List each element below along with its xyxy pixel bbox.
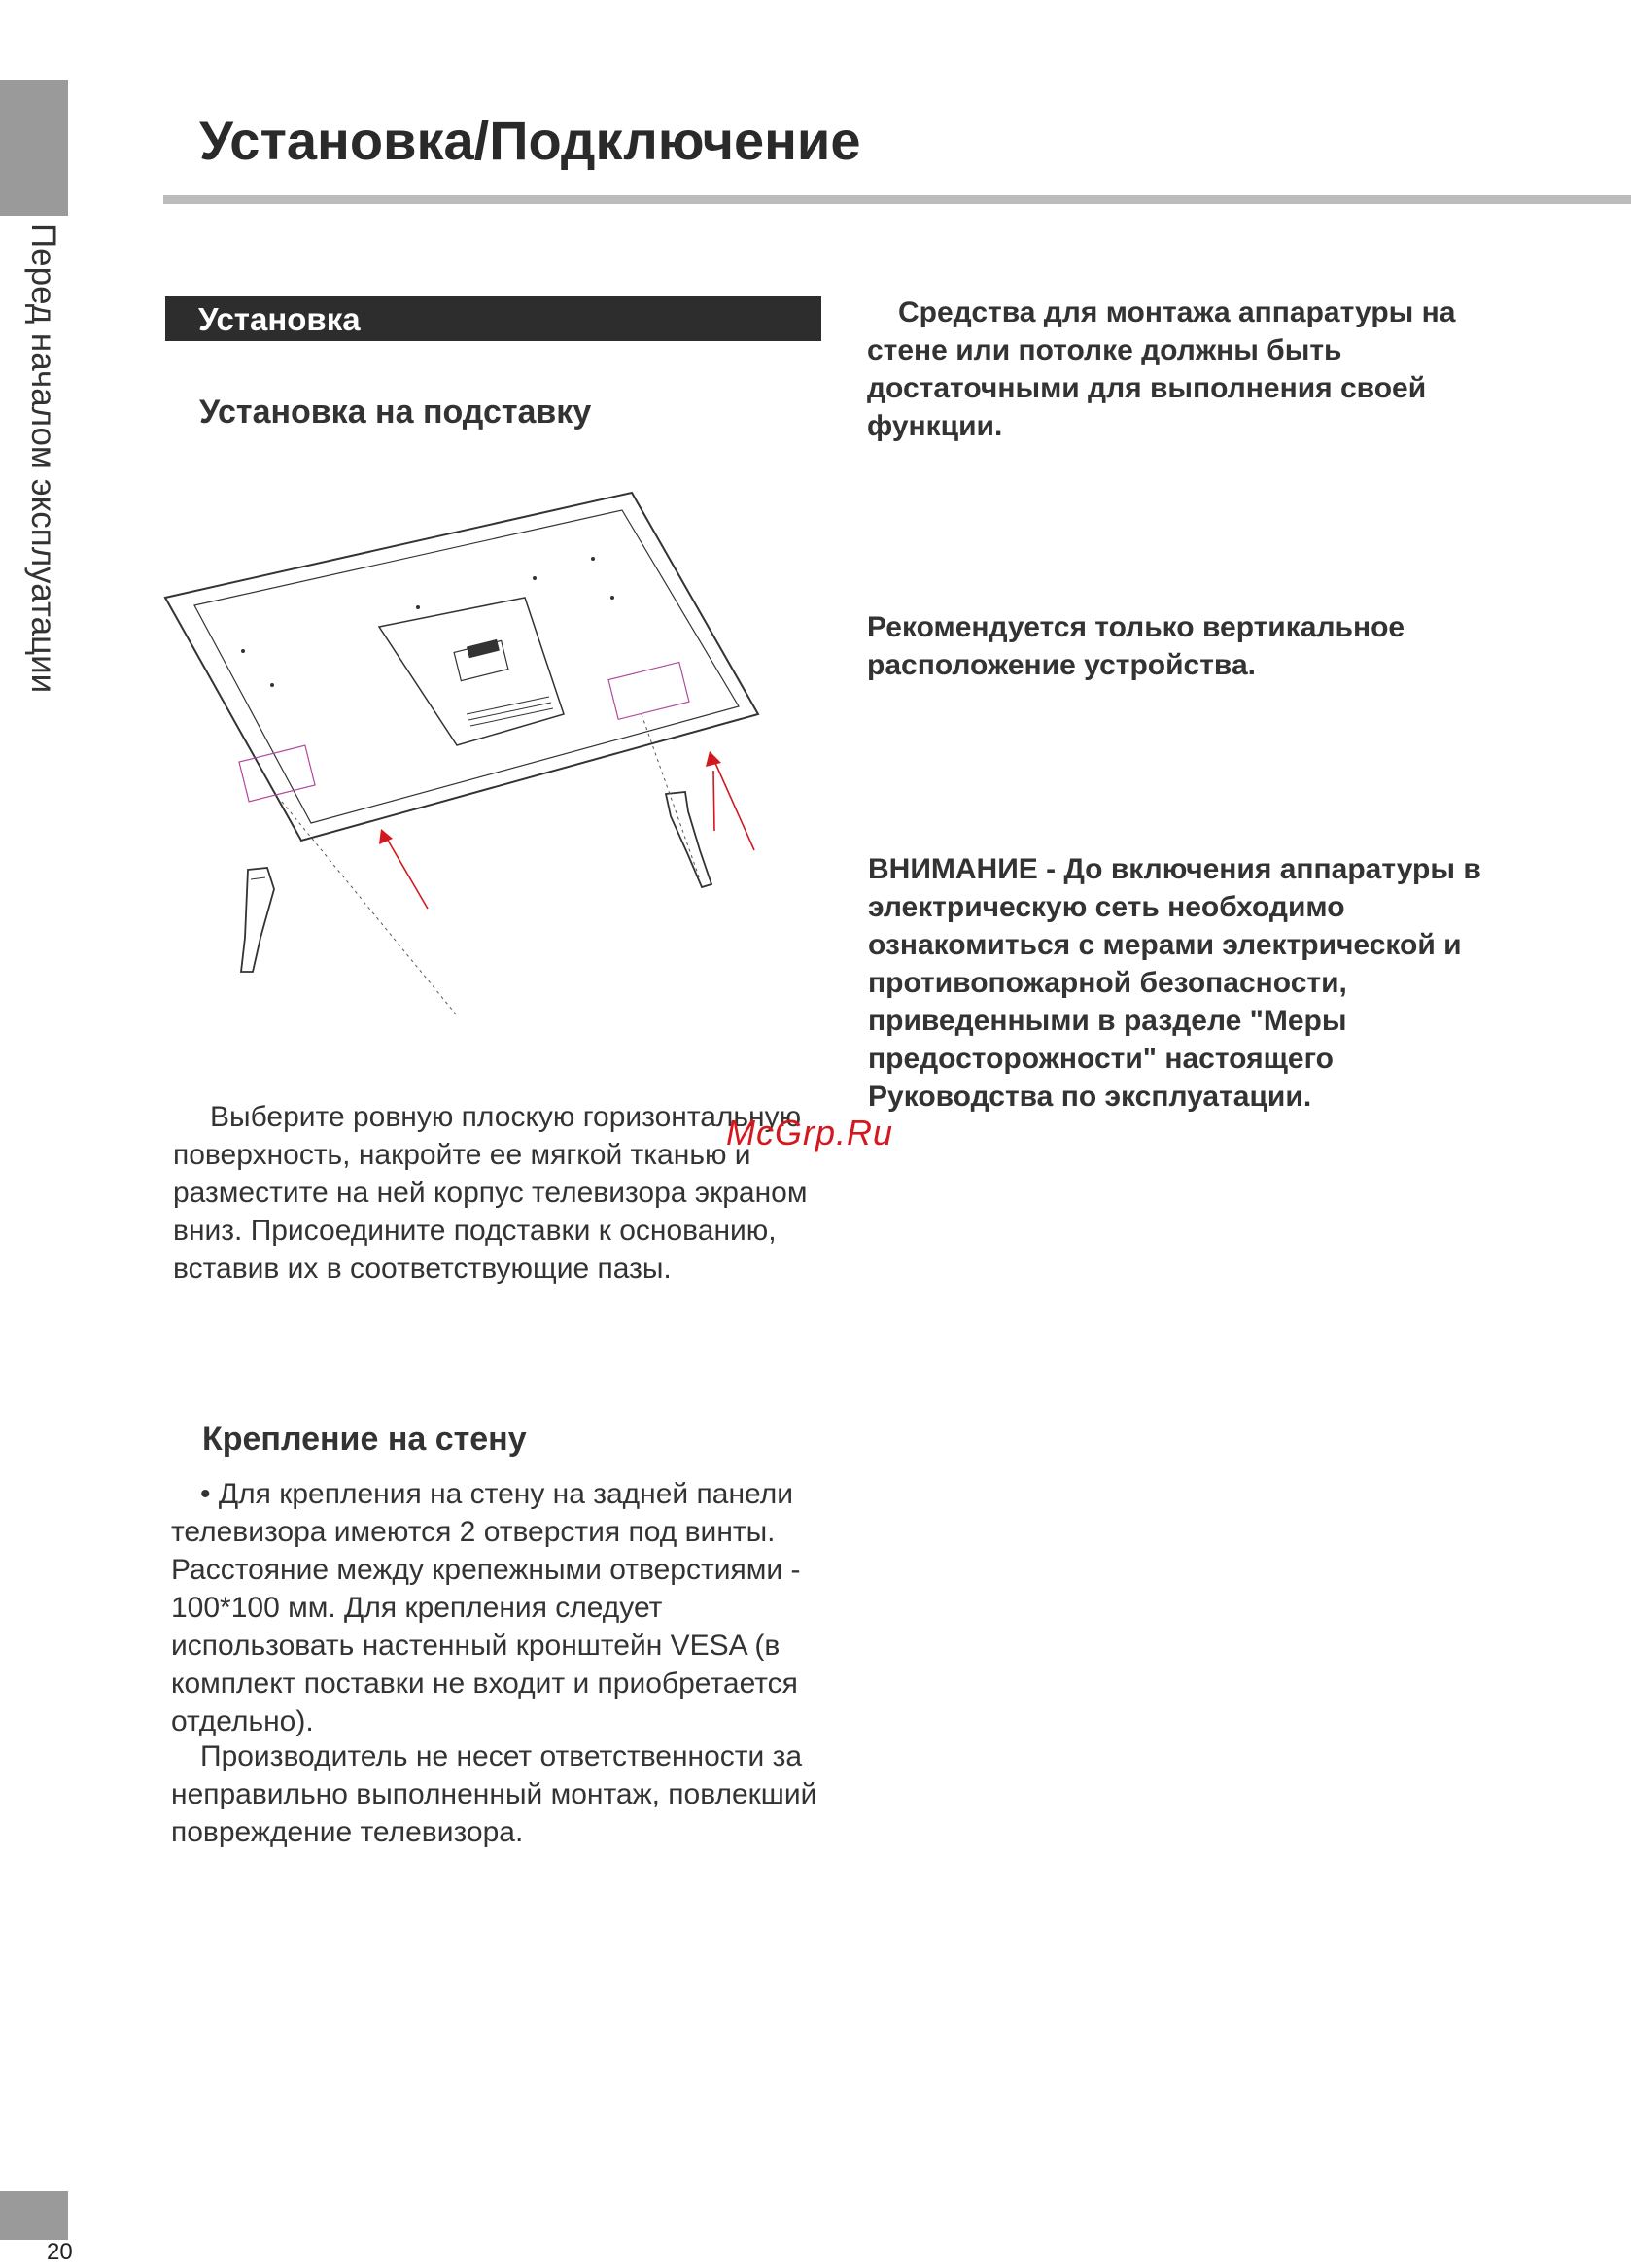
left-stand-slot — [239, 745, 315, 802]
page-number: 20 — [47, 2239, 73, 2265]
page-title: Установка/Подключение — [199, 110, 861, 171]
title-divider — [163, 195, 1631, 204]
section-header-label: Установка — [198, 301, 361, 337]
stand-instructions: Выберите ровную плоскую горизонтальную поверхность, накройте ее мягкой тканью и разместите на ней корпус телевизора экраном вниз. Присоедините подставки к основанию, вставив их в соответствующие пазы. — [173, 1101, 808, 1285]
safety-warning: ВНИМАНИЕ - До включения аппаратуры в электрическую сеть необходимо ознакомиться с мерами электрической и противопожарной безопасности, приведенными в разделе "Меры предосторожности" настоящего Руководства по эксплуатации. — [868, 853, 1481, 1113]
section-header — [165, 296, 821, 341]
tv-body — [165, 493, 758, 841]
page-number-tab — [0, 2191, 68, 2240]
tv-inner-edge — [194, 510, 739, 823]
insert-arrows — [379, 751, 754, 909]
side-chapter-label: Перед началом эксплуатации — [24, 223, 62, 694]
mount-strength-note: Средства для монтажа аппаратуры на стене или потолке должны быть достаточными для выполнения своей функции. — [867, 296, 1456, 442]
wall-mount-liability: Производитель не несет ответственности за неправильно выполненный монтаж, повлекший повреждение телевизора. — [171, 1740, 817, 1848]
side-tab-marker — [0, 80, 68, 216]
tv-center-housing — [379, 598, 564, 745]
watermark: McGrp.Ru — [726, 1113, 894, 1152]
vertical-position-note: Рекомендуется только вертикальное расположение устройства. — [867, 611, 1405, 681]
wall-mount-bullet: • Для крепления на стену на задней панели телевизора имеются 2 отверстия под винты. Расстояние между крепежными отверстиями - 100*100 мм. Для крепления следует использовать настенный кронштейн VESA (в комплект поставки не входит и приобретается отдельно). — [171, 1478, 801, 1737]
right-stand-leg — [666, 792, 711, 887]
left-stand-leg — [241, 868, 274, 972]
wall-mount-heading: Крепление на стену — [202, 1421, 527, 1458]
right-stand-slot — [608, 662, 689, 719]
screw-holes — [241, 557, 614, 687]
tv-stand-diagram — [156, 481, 778, 1025]
stand-heading: Установка на подставку — [199, 394, 592, 430]
